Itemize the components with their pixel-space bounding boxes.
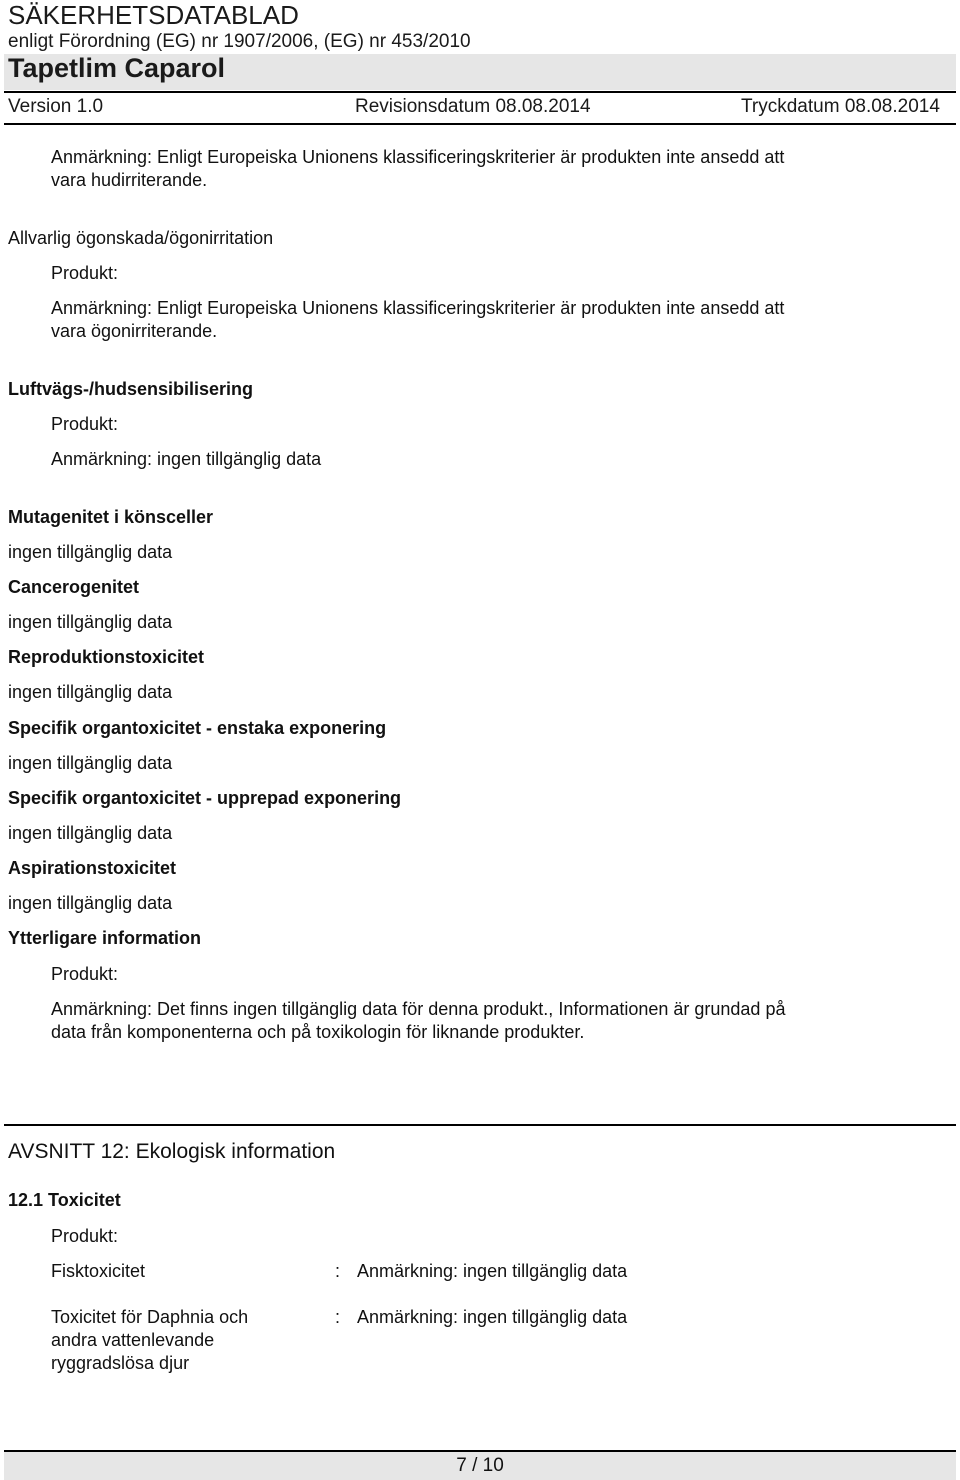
item-heading: Mutagenitet i könsceller: [8, 507, 214, 527]
tox-row-value: Anmärkning: ingen tillgänglig data: [357, 1261, 628, 1281]
tox-row-value: Anmärkning: ingen tillgänglig data: [357, 1307, 628, 1327]
item-heading: Cancerogenitet: [8, 577, 140, 597]
eye-damage-heading: Allvarlig ögonskada/ögonirritation: [8, 228, 274, 248]
eye-note-line2: vara ögonirriterande.: [51, 321, 218, 341]
further-info-line1: Anmärkning: Det finns ingen tillgänglig data för denna produkt., Informationen är grundad på: [51, 999, 786, 1019]
item-value: ingen tillgänglig data: [8, 612, 173, 632]
section-divider: [4, 1124, 956, 1126]
sensitization-note: Anmärkning: ingen tillgänglig data: [51, 449, 322, 469]
skin-note-line2: vara hudirriterande.: [51, 170, 208, 190]
item-value: ingen tillgänglig data: [8, 682, 173, 702]
tox-row-label: andra vattenlevande: [51, 1330, 215, 1350]
product-label: Produkt:: [51, 1226, 119, 1246]
tox-row-colon: :: [335, 1261, 341, 1281]
product-label: Produkt:: [51, 263, 119, 283]
tox-row-label: Fisktoxicitet: [51, 1261, 146, 1281]
product-label: Produkt:: [51, 964, 119, 984]
header-divider: [4, 91, 956, 93]
product-name: Tapetlim Caparol: [8, 53, 226, 83]
eye-note-line1: Anmärkning: Enligt Europeiska Unionens klassificeringskriterier är produkten inte ansedd att: [51, 298, 785, 318]
item-heading: Specifik organtoxicitet - enstaka exponering: [8, 718, 387, 738]
item-heading: Specifik organtoxicitet - upprepad exponering: [8, 788, 402, 808]
further-info-heading: Ytterligare information: [8, 928, 202, 948]
section-heading: AVSNITT 12: Ekologisk information: [8, 1140, 336, 1163]
product-label: Produkt:: [51, 414, 119, 434]
skin-note-line1: Anmärkning: Enligt Europeiska Unionens klassificeringskriterier är produkten inte ansedd att: [51, 147, 785, 167]
item-value: ingen tillgänglig data: [8, 893, 173, 913]
page-number: 7 / 10: [456, 1455, 504, 1476]
item-value: ingen tillgänglig data: [8, 753, 173, 773]
section-subheading: 12.1 Toxicitet: [8, 1190, 121, 1210]
document-type: SÄKERHETSDATABLAD: [8, 0, 299, 30]
header-divider-bottom: [4, 123, 956, 125]
revision-date: Revisionsdatum 08.08.2014: [355, 96, 591, 117]
tox-row-label: Toxicitet för Daphnia och: [51, 1307, 249, 1327]
tox-row-label: ryggradslösa djur: [51, 1353, 190, 1373]
further-info-line2: data från komponenterna och på toxikologin för liknande produkter.: [51, 1022, 585, 1042]
item-heading: Aspirationstoxicitet: [8, 858, 177, 878]
print-date: Tryckdatum 08.08.2014: [741, 96, 940, 117]
item-value: ingen tillgänglig data: [8, 542, 173, 562]
sensitization-heading: Luftvägs-/hudsensibilisering: [8, 379, 254, 399]
item-value: ingen tillgänglig data: [8, 823, 173, 843]
item-heading: Reproduktionstoxicitet: [8, 647, 205, 667]
version: Version 1.0: [8, 96, 104, 117]
regulation-line: enligt Förordning (EG) nr 1907/2006, (EG) nr 453/2010: [8, 31, 471, 52]
tox-row-colon: :: [335, 1307, 341, 1327]
